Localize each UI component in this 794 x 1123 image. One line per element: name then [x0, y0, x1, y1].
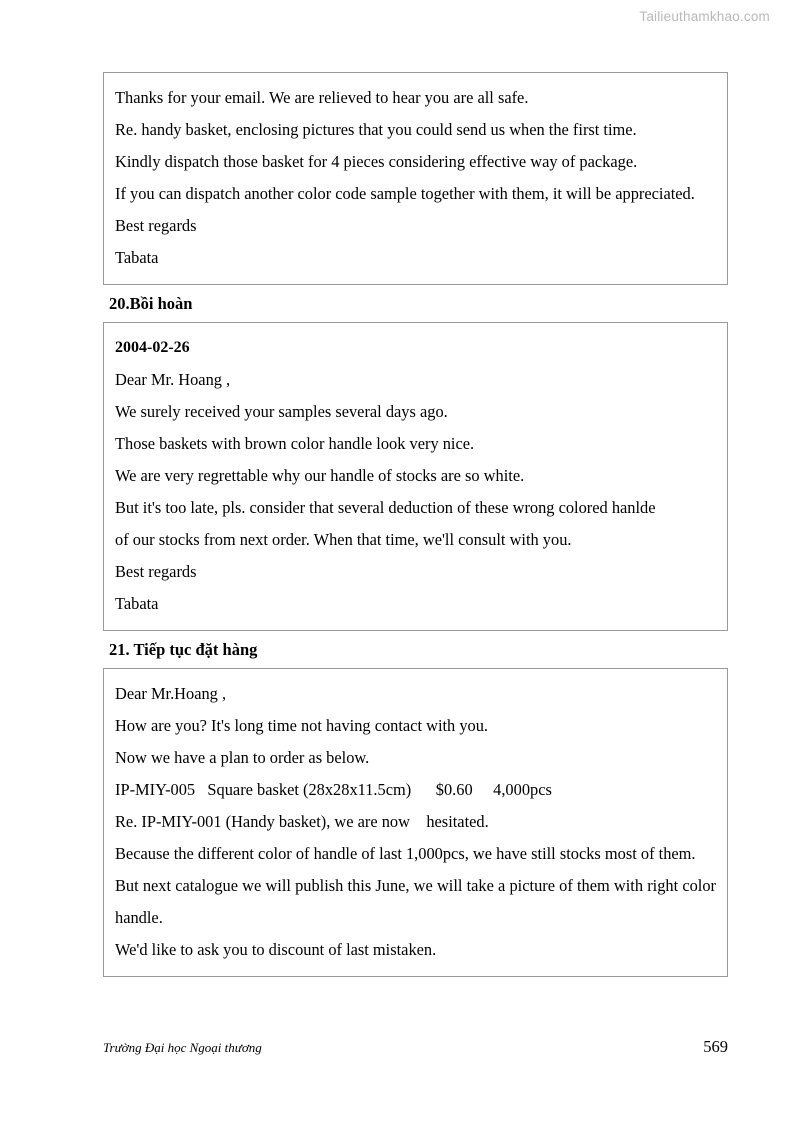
- letter-line: But next catalogue we will publish this June, we will take a picture of them with right color handle.: [115, 876, 721, 927]
- product-order-line: IP-MIY-005 Square basket (28x28x11.5cm) $0.60 4,000pcs: [115, 780, 552, 799]
- letter-line: of our stocks from next order. When that time, we'll consult with you.: [115, 530, 572, 549]
- letter-line: Re. handy basket, enclosing pictures that you could send us when the first time.: [115, 120, 637, 139]
- letter-box-2: [103, 322, 728, 631]
- letter-line: Tabata: [115, 594, 159, 613]
- letter-line: Dear Mr. Hoang ,: [115, 370, 231, 389]
- letter-line: We'd like to ask you to discount of last mistaken.: [115, 940, 437, 959]
- letter-line: How are you? It's long time not having contact with you.: [115, 716, 489, 735]
- letter-line: Thanks for your email. We are relieved to hear you are all safe.: [115, 88, 529, 107]
- letter-date: 2004-02-26: [115, 339, 190, 356]
- footer-institution: Trường Đại học Ngoại thương: [103, 1040, 262, 1055]
- letter-line: We are very regrettable why our handle of stocks are so white.: [115, 466, 525, 485]
- letter-line: Best regards: [115, 216, 197, 235]
- letter-line: But it's too late, pls. consider that several deduction of these wrong colored hanlde: [115, 498, 656, 517]
- letter-line: Kindly dispatch those basket for 4 pieces considering effective way of package.: [115, 152, 638, 171]
- section-heading-20: 20.Bồi hoàn: [109, 294, 193, 313]
- letter-line: Best regards: [115, 562, 197, 581]
- letter-line: Those baskets with brown color handle look very nice.: [115, 434, 475, 453]
- section-heading-21: 21. Tiếp tục đặt hàng: [109, 640, 258, 659]
- letter-box-3: [103, 668, 728, 977]
- document-page: [103, 0, 728, 977]
- page-footer: [103, 1038, 728, 1057]
- letter-box-1: [103, 72, 728, 285]
- letter-line: We surely received your samples several days ago.: [115, 402, 448, 421]
- letter-line: Now we have a plan to order as below.: [115, 748, 370, 767]
- letter-line: Tabata: [115, 248, 159, 267]
- page-number: 569: [703, 1037, 728, 1056]
- letter-line: Because the different color of handle of last 1,000pcs, we have still stocks most of them.: [115, 844, 696, 863]
- watermark: Tailieuthamkhao.com: [639, 9, 770, 24]
- letter-line: If you can dispatch another color code sample together with them, it will be appreciated.: [115, 184, 695, 203]
- letter-line: Dear Mr.Hoang ,: [115, 684, 227, 703]
- letter-line: Re. IP-MIY-001 (Handy basket), we are now hesitated.: [115, 812, 489, 831]
